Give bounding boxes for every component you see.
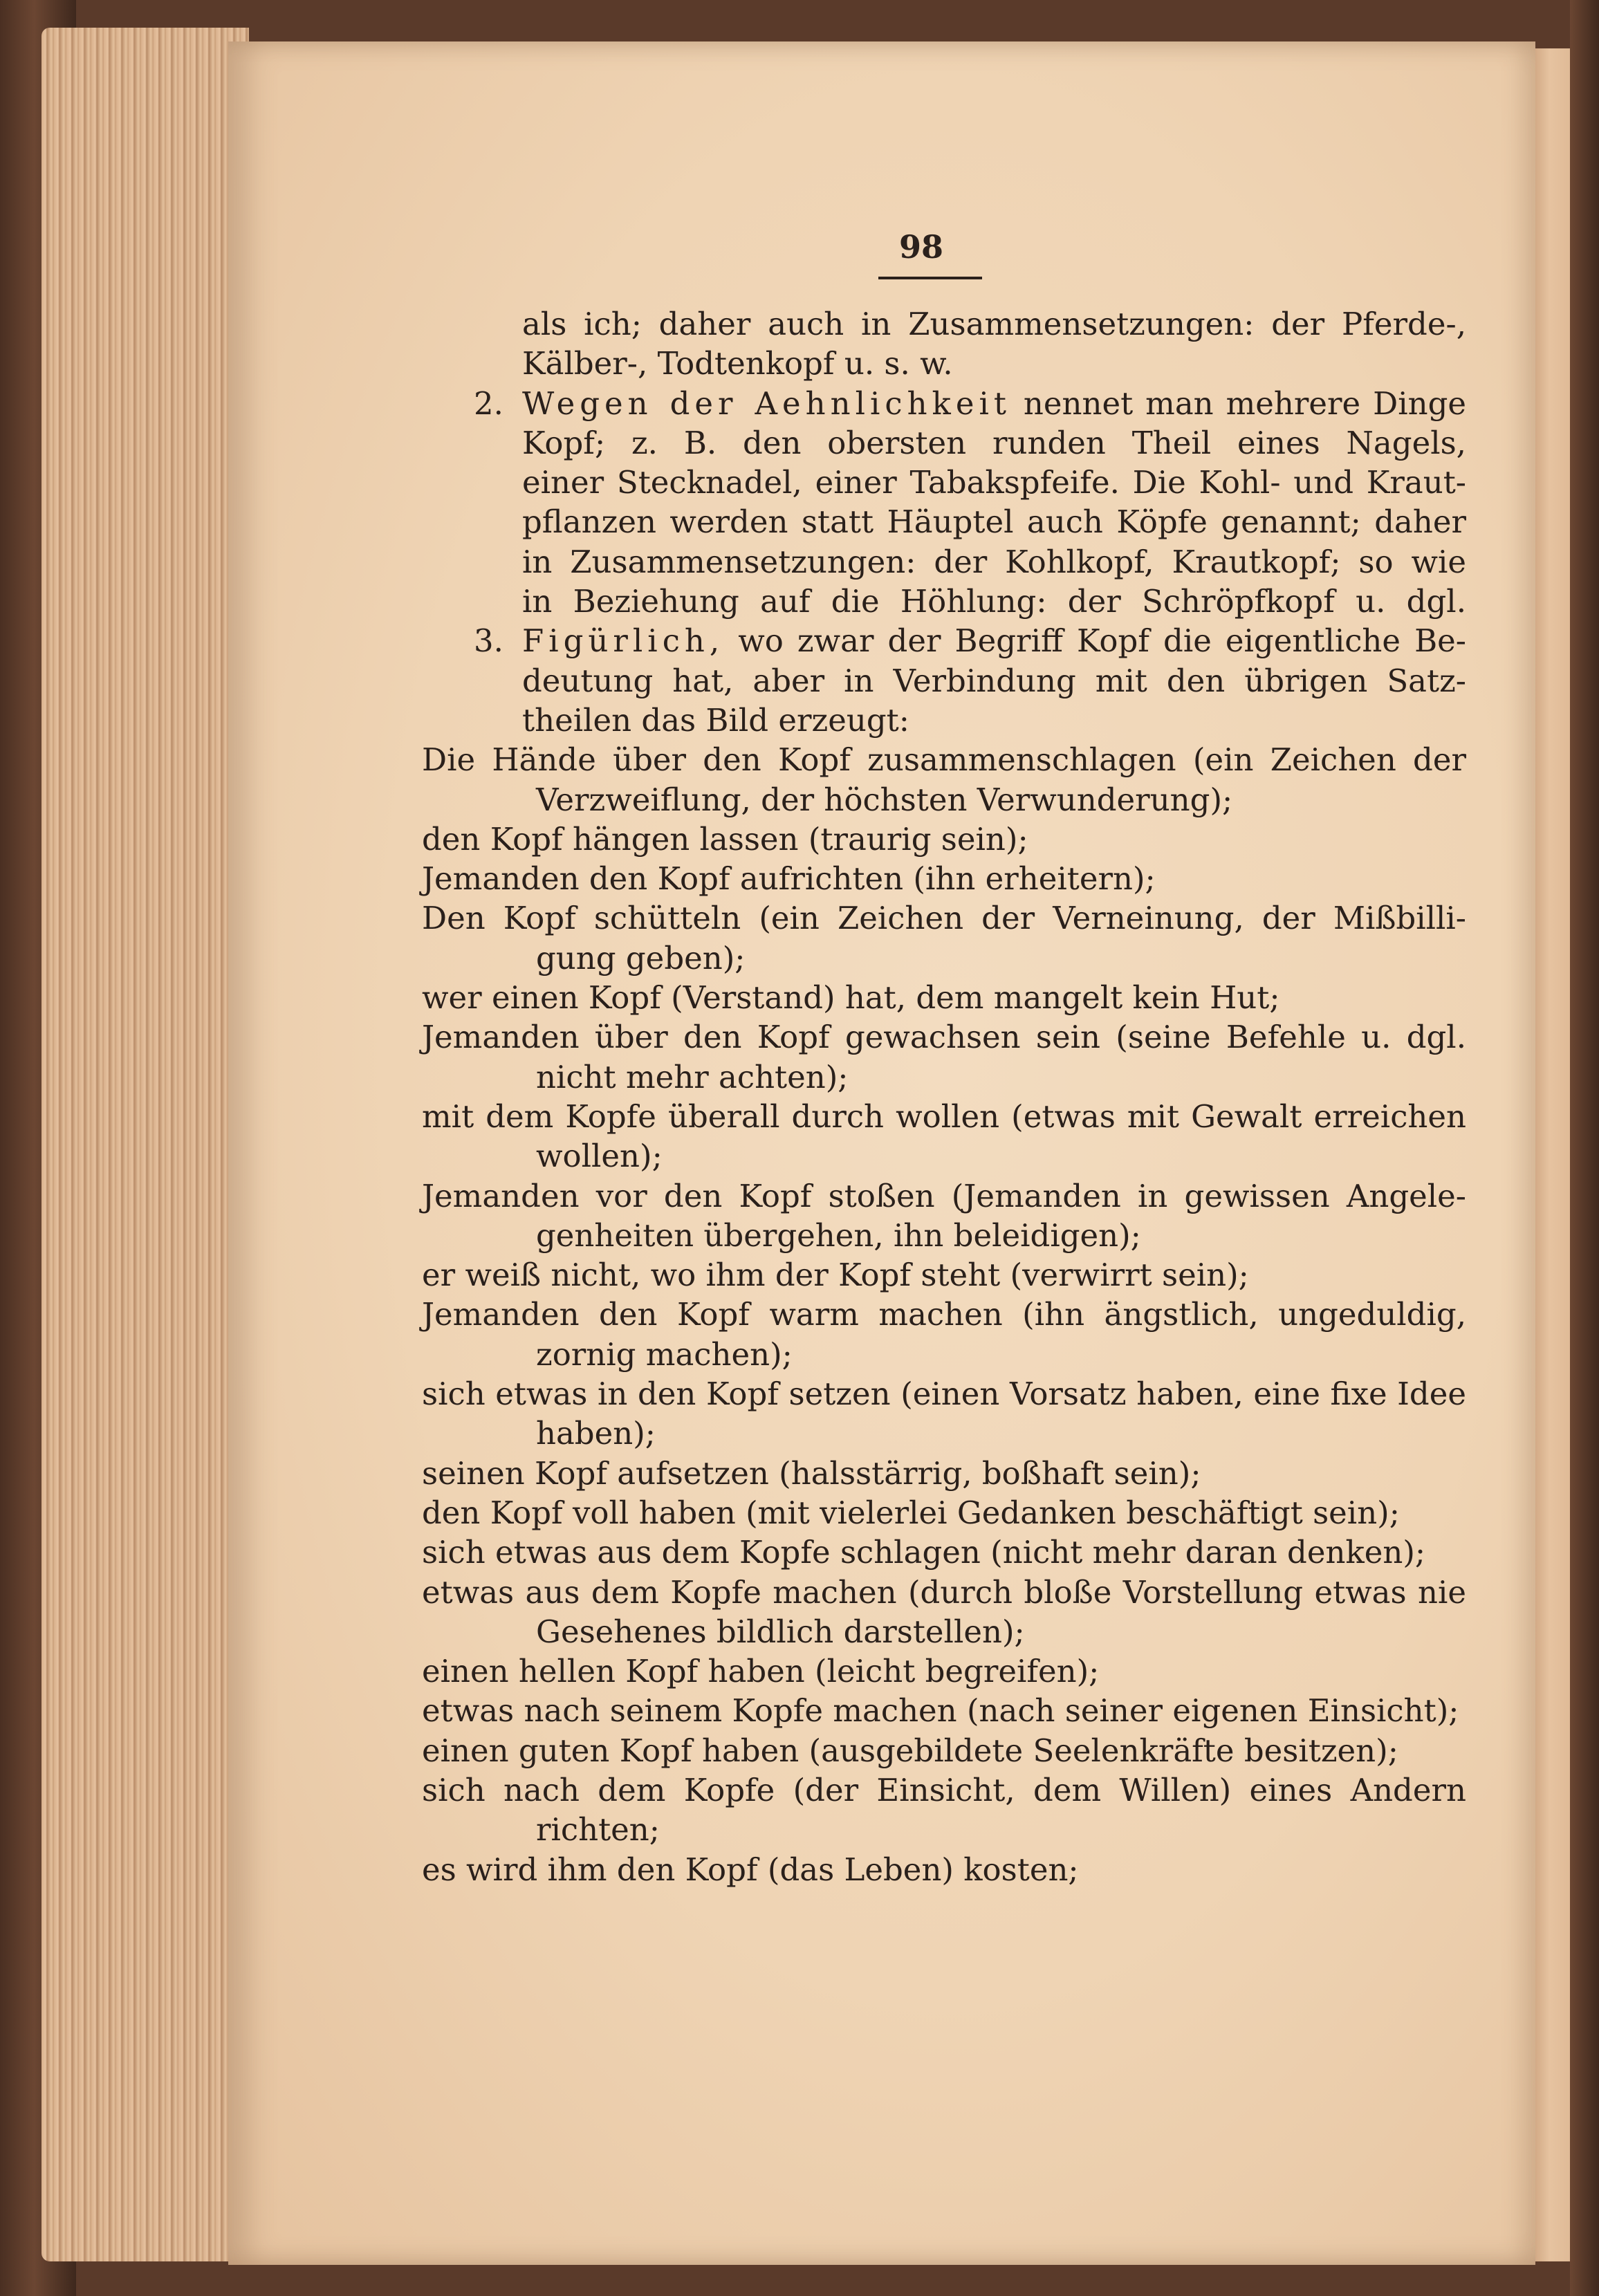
- text-line: wer einen Kopf (Verstand) hat, dem mangelt kein Hut;: [422, 979, 1280, 1017]
- text-fragment: wo zwar der Begriff Kopf die eigentliche Be-: [738, 622, 1466, 660]
- text-line: als ich; daher auch in Zusammensetzungen: der Pferde-,: [522, 306, 1466, 342]
- emphasis-term: Figürlich,: [522, 622, 725, 660]
- item-number: 2.: [474, 385, 503, 422]
- text-line: Gesehenes bildlich darstellen);: [536, 1613, 1025, 1650]
- text-line: Kopf; z. B. den obersten runden Theil eines Nagels,: [522, 424, 1466, 461]
- text-line: haben);: [536, 1415, 656, 1452]
- text-line: seinen Kopf aufsetzen (halsstärrig, boßhaft sein);: [422, 1454, 1201, 1492]
- text-line: Jemanden vor den Kopf stoßen (Jemanden in gewissen Angele-: [422, 1177, 1466, 1214]
- text-line: deutung hat, aber in Verbindung mit den übrigen Satz-: [522, 662, 1466, 699]
- text-line: [422, 621, 1466, 660]
- text-line: einer Stecknadel, einer Tabakspfeife. Die Kohl- und Kraut-: [522, 464, 1466, 501]
- page-number: 98: [899, 228, 944, 266]
- text-line: Den Kopf schütteln (ein Zeichen der Verneinung, der Mißbilli-: [422, 900, 1466, 937]
- text-line: genheiten übergehen, ihn beleidigen);: [536, 1216, 1141, 1254]
- text-line: gung geben);: [536, 939, 746, 976]
- text-line: es wird ihm den Kopf (das Leben) kosten;: [422, 1851, 1079, 1888]
- page-number-rule: [878, 277, 982, 279]
- text-line: sich etwas aus dem Kopfe schlagen (nicht mehr daran denken);: [422, 1534, 1426, 1571]
- text-line: Jemanden den Kopf aufrichten (ihn erheitern);: [422, 860, 1156, 898]
- text-line: Verzweiflung, der höchsten Verwunderung);: [536, 781, 1233, 818]
- text-line: Jemanden über den Kopf gewachsen sein (seine Befehle u. dgl.: [422, 1019, 1466, 1056]
- text-line: etwas aus dem Kopfe machen (durch bloße Vorstellung etwas nie: [422, 1573, 1466, 1611]
- book-cover-right: [1570, 0, 1599, 2296]
- text-fragment: nennet man mehrere Dinge: [1023, 385, 1467, 422]
- text-line: Jemanden den Kopf warm machen (ihn ängstlich, ungeduldig,: [422, 1296, 1466, 1333]
- text-line: Kälber-, Todtenkopf u. s. w.: [522, 345, 953, 382]
- text-line: Die Hände über den Kopf zusammenschlagen (ein Zeichen der: [422, 741, 1466, 779]
- text-line: etwas nach seinem Kopfe machen (nach seiner eigenen Einsicht);: [422, 1692, 1459, 1730]
- emphasis-term: Wegen der Aehnlichkeit: [522, 385, 1011, 422]
- item-number: 3.: [474, 622, 503, 660]
- text-line: wollen);: [536, 1138, 663, 1175]
- text-line: richten;: [536, 1811, 660, 1849]
- text-line: er weiß nicht, wo ihm der Kopf steht (verwirrt sein);: [422, 1257, 1249, 1294]
- page-body: [422, 304, 1466, 1889]
- page-edges: [41, 28, 249, 2261]
- text-line: den Kopf voll haben (mit vielerlei Gedanken beschäftigt sein);: [422, 1494, 1400, 1531]
- text-line: nicht mehr achten);: [536, 1058, 849, 1095]
- text-line: einen hellen Kopf haben (leicht begreifen);: [422, 1653, 1100, 1690]
- text-line: sich nach dem Kopfe (der Einsicht, dem Willen) eines Andern: [422, 1771, 1466, 1808]
- text-line: [422, 384, 1466, 423]
- text-line: pflanzen werden statt Häuptel auch Köpfe genannt; daher: [522, 503, 1466, 541]
- text-line: den Kopf hängen lassen (traurig sein);: [422, 820, 1028, 858]
- text-line: in Beziehung auf die Höhlung: der Schröpfkopf u. dgl.: [522, 583, 1466, 620]
- text-line: mit dem Kopfe überall durch wollen (etwas mit Gewalt erreichen: [422, 1098, 1466, 1135]
- text-line: in Zusammensetzungen: der Kohlkopf, Krautkopf; so wie: [522, 543, 1466, 580]
- text-line: zornig machen);: [536, 1335, 793, 1373]
- text-line: einen guten Kopf haben (ausgebildete Seelenkräfte besitzen);: [422, 1732, 1398, 1769]
- text-line: sich etwas in den Kopf setzen (einen Vorsatz haben, eine fixe Idee: [422, 1376, 1466, 1413]
- text-line: theilen das Bild erzeugt:: [522, 701, 909, 739]
